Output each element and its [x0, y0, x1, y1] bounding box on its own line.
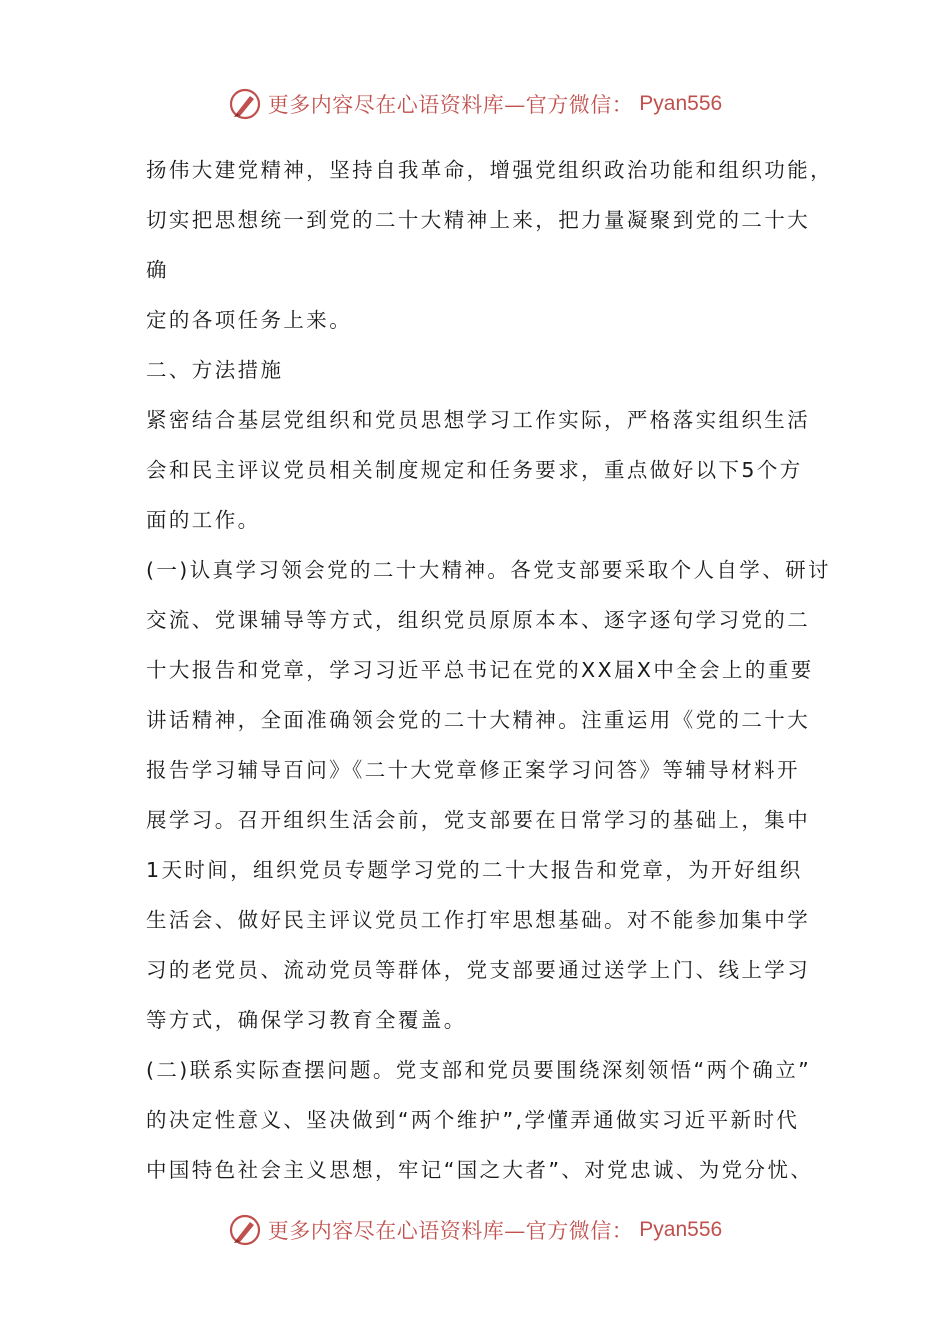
text-line: 切实把思想统一到党的二十大精神上来，把力量凝聚到党的二十大	[146, 208, 811, 232]
text-line: 定的各项任务上来。	[146, 308, 353, 332]
watermark-text: 更多内容尽在心语资料库—官方微信：	[267, 93, 634, 117]
document-body	[146, 145, 833, 1195]
text-line: 十大报告和党章，学习习近平总书记在党的XX届X中全会上的重要	[146, 658, 814, 682]
text-line: 交流、党课辅导等方式，组织党员原原本本、逐字逐句学习党的二	[146, 608, 811, 632]
text-line: 1天时间，组织党员专题学习党的二十大报告和党章，为开好组织	[146, 858, 803, 882]
text-line: 习的老党员、流动党员等群体，党支部要通过送学上门、线上学习	[146, 958, 811, 982]
text-line: 确	[146, 258, 169, 282]
text-line: 的决定性意义、坚决做到“两个维护”,学懂弄通做实习近平新时代	[146, 1108, 800, 1132]
text-line: 面的工作。	[146, 508, 261, 532]
pen-logo-icon	[228, 87, 262, 121]
text-line: (一)认真学习领会党的二十大精神。各党支部要采取个人自学、研讨	[146, 558, 831, 582]
text-line: 扬伟大建党精神，坚持自我革命，增强党组织政治功能和组织功能，	[146, 158, 833, 182]
section-heading: 二、方法措施	[146, 358, 284, 382]
text-line: 展学习。召开组织生活会前，党支部要在日常学习的基础上，集中	[146, 808, 811, 832]
text-line: 等方式，确保学习教育全覆盖。	[146, 1008, 467, 1032]
text-line: 讲话精神，全面准确领会党的二十大精神。注重运用《党的二十大	[146, 708, 811, 732]
watermark-handle: Pyan556	[639, 1218, 723, 1241]
watermark-handle: Pyan556	[639, 92, 723, 115]
text-line: 中国特色社会主义思想，牢记“国之大者”、对党忠诚、为党分忧、	[146, 1158, 814, 1182]
text-line: 会和民主评议党员相关制度规定和任务要求，重点做好以下5个方	[146, 458, 803, 482]
text-line: 紧密结合基层党组织和党员思想学习工作实际，严格落实组织生活	[146, 408, 811, 432]
watermark-text: 更多内容尽在心语资料库—官方微信：	[267, 1219, 634, 1243]
pen-logo-icon	[228, 1213, 262, 1247]
footer-watermark	[0, 1210, 950, 1250]
text-line: (二)联系实际查摆问题。党支部和党员要围绕深刻领悟“两个确立”	[146, 1058, 812, 1082]
header-watermark	[0, 84, 950, 124]
text-line: 报告学习辅导百问》《二十大党章修正案学习问答》等辅导材料开	[146, 758, 800, 782]
text-line: 生活会、做好民主评议党员工作打牢思想基础。对不能参加集中学	[146, 908, 811, 932]
